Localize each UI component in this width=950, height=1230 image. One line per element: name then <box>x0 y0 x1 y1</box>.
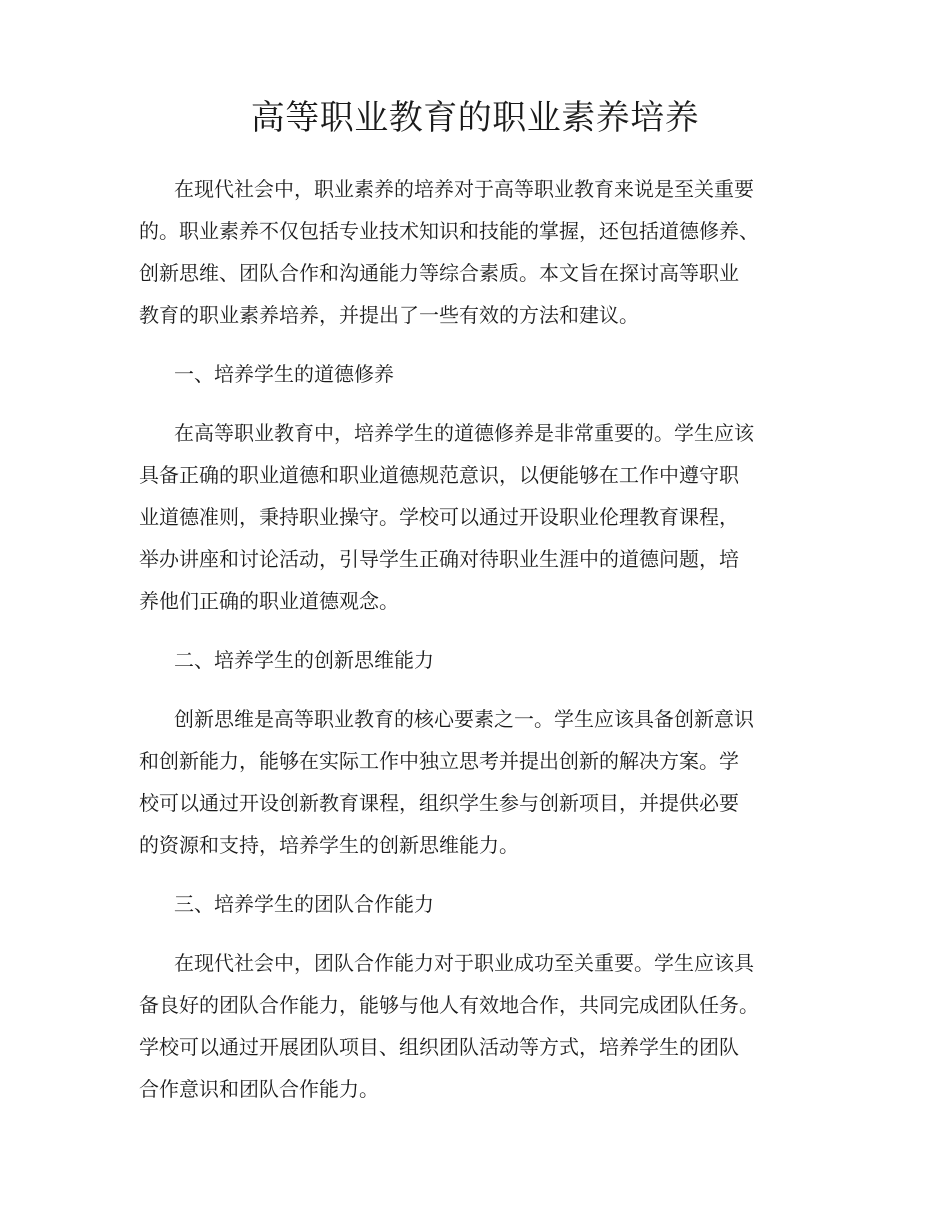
section3-line-3: 学校可以通过开展团队项目、组织团队活动等方式，培养学生的团队 <box>139 1035 739 1059</box>
intro-line-3: 创新思维、团队合作和沟通能力等综合素质。本文旨在探讨高等职业 <box>139 261 739 285</box>
section1-line-1: 在高等职业教育中，培养学生的道德修养是非常重要的。学生应该 <box>174 421 754 445</box>
section1-line-3: 业道德准则，秉持职业操守。学校可以通过开设职业伦理教育课程， <box>139 505 739 529</box>
intro-line-2: 的。职业素养不仅包括专业技术知识和技能的掌握，还包括道德修养、 <box>139 219 759 243</box>
section2-line-3: 校可以通过开设创新教育课程，组织学生参与创新项目，并提供必要 <box>139 791 739 815</box>
section1-line-4: 举办讲座和讨论活动，引导学生正确对待职业生涯中的道德问题，培 <box>139 547 739 571</box>
intro-line-4: 教育的职业素养培养，并提出了一些有效的方法和建议。 <box>139 303 639 327</box>
section3-line-4: 合作意识和团队合作能力。 <box>139 1077 379 1101</box>
section2-heading: 二、培养学生的创新思维能力 <box>174 648 434 672</box>
section3-line-2: 备良好的团队合作能力，能够与他人有效地合作，共同完成团队任务。 <box>139 993 759 1017</box>
document-title: 高等职业教育的职业素养培养 <box>250 98 700 138</box>
section3-line-1: 在现代社会中，团队合作能力对于职业成功至关重要。学生应该具 <box>174 951 754 975</box>
section2-line-4: 的资源和支持，培养学生的创新思维能力。 <box>139 833 519 857</box>
section2-line-1: 创新思维是高等职业教育的核心要素之一。学生应该具备创新意识 <box>174 707 754 731</box>
section3-heading: 三、培养学生的团队合作能力 <box>174 892 434 916</box>
intro-line-1: 在现代社会中，职业素养的培养对于高等职业教育来说是至关重要 <box>174 177 754 201</box>
section1-line-5: 养他们正确的职业道德观念。 <box>139 589 399 613</box>
section2-line-2: 和创新能力，能够在实际工作中独立思考并提出创新的解决方案。学 <box>139 749 739 773</box>
section1-heading: 一、培养学生的道德修养 <box>174 362 394 386</box>
section1-line-2: 具备正确的职业道德和职业道德规范意识，以便能够在工作中遵守职 <box>139 463 739 487</box>
